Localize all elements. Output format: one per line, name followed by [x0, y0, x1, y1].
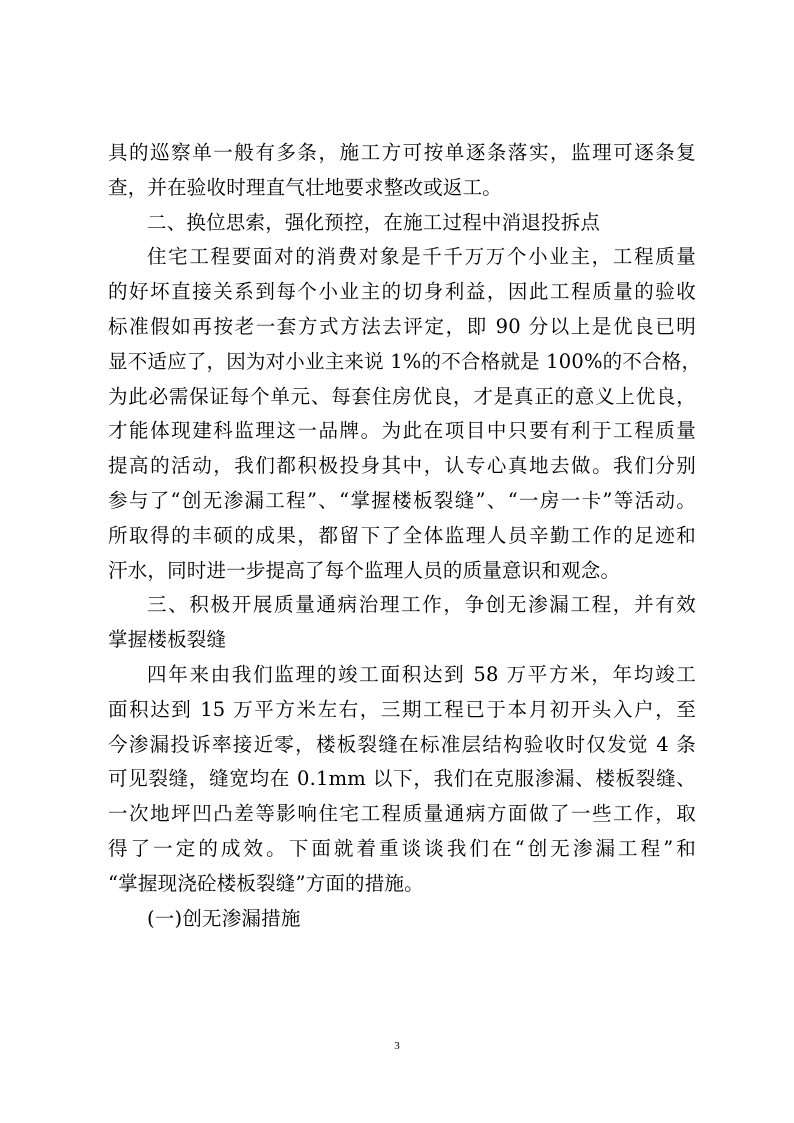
section-heading: 三、积极开展质量通病治理工作，争创无渗漏工程，并有效 — [147, 593, 696, 617]
text-line: 查，并在验收时理直气壮地要求整改或返工。 — [108, 175, 503, 199]
text-line: 汗水，同时进一步提高了每个监理人员的质量意识和观念。 — [108, 558, 621, 582]
text-line: 面积达到 15 万平方米左右，三期工程已于本月初开头入户，至 — [108, 697, 696, 721]
text-line: 参与了“创无渗漏工程”、“掌握楼板裂缝”、“一房一卡”等活动。 — [108, 488, 696, 512]
text-line: 今渗漏投诉率接近零，楼板裂缝在标准层结构验收时仅发觉 4 条 — [108, 732, 696, 756]
text-line: 所取得的丰硕的成果，都留下了全体监理人员辛勤工作的足迹和 — [108, 523, 696, 547]
text-line: 住宅工程要面对的消费对象是千千万万个小业主，工程质量 — [147, 245, 696, 269]
text-line: 显不适应了，因为对小业主来说 1%的不合格就是 100%的不合格， — [108, 349, 702, 373]
text-line: 四年来由我们监理的竣工面积达到 58 万平方米，年均竣工 — [147, 662, 696, 686]
text-line: 为此必需保证每个单元、每套住房优良，才是真正的意义上优良， — [108, 384, 696, 408]
text-line: 标准假如再按老一套方式方法去评定，即 90 分以上是优良已明 — [108, 314, 696, 338]
section-heading: 二、换位思索，强化预控，在施工过程中消退投拆点 — [147, 210, 601, 234]
section-heading: 掌握楼板裂缝 — [108, 628, 227, 652]
text-line: 才能体现建科监理这一品牌。为此在项目中只要有利于工程质量 — [108, 419, 696, 443]
text-line: “掌握现浇砼楼板裂缝”方面的措施。 — [108, 871, 424, 895]
text-line: 的好坏直接关系到每个小业主的切身利益，因此工程质量的验收 — [108, 280, 696, 304]
text-line: 可见裂缝，缝宽均在 0.1mm 以下，我们在克服渗漏、楼板裂缝、 — [108, 767, 696, 791]
text-line: 得了一定的成效。下面就着重谈谈我们在“创无渗漏工程”和 — [108, 836, 696, 860]
text-line: 提高的活动，我们都积极投身其中，认专心真地去做。我们分别 — [108, 454, 696, 478]
text-line: 一次地坪凹凸差等影响住宅工程质量通病方面做了一些工作，取 — [108, 802, 696, 826]
body-text — [108, 136, 702, 936]
text-line: 具的巡察单一般有多条，施工方可按单逐条落实，监理可逐条复 — [108, 141, 696, 164]
subsection-heading: (一)创无渗漏措施 — [147, 906, 301, 930]
page-number: 3 — [394, 1040, 400, 1052]
